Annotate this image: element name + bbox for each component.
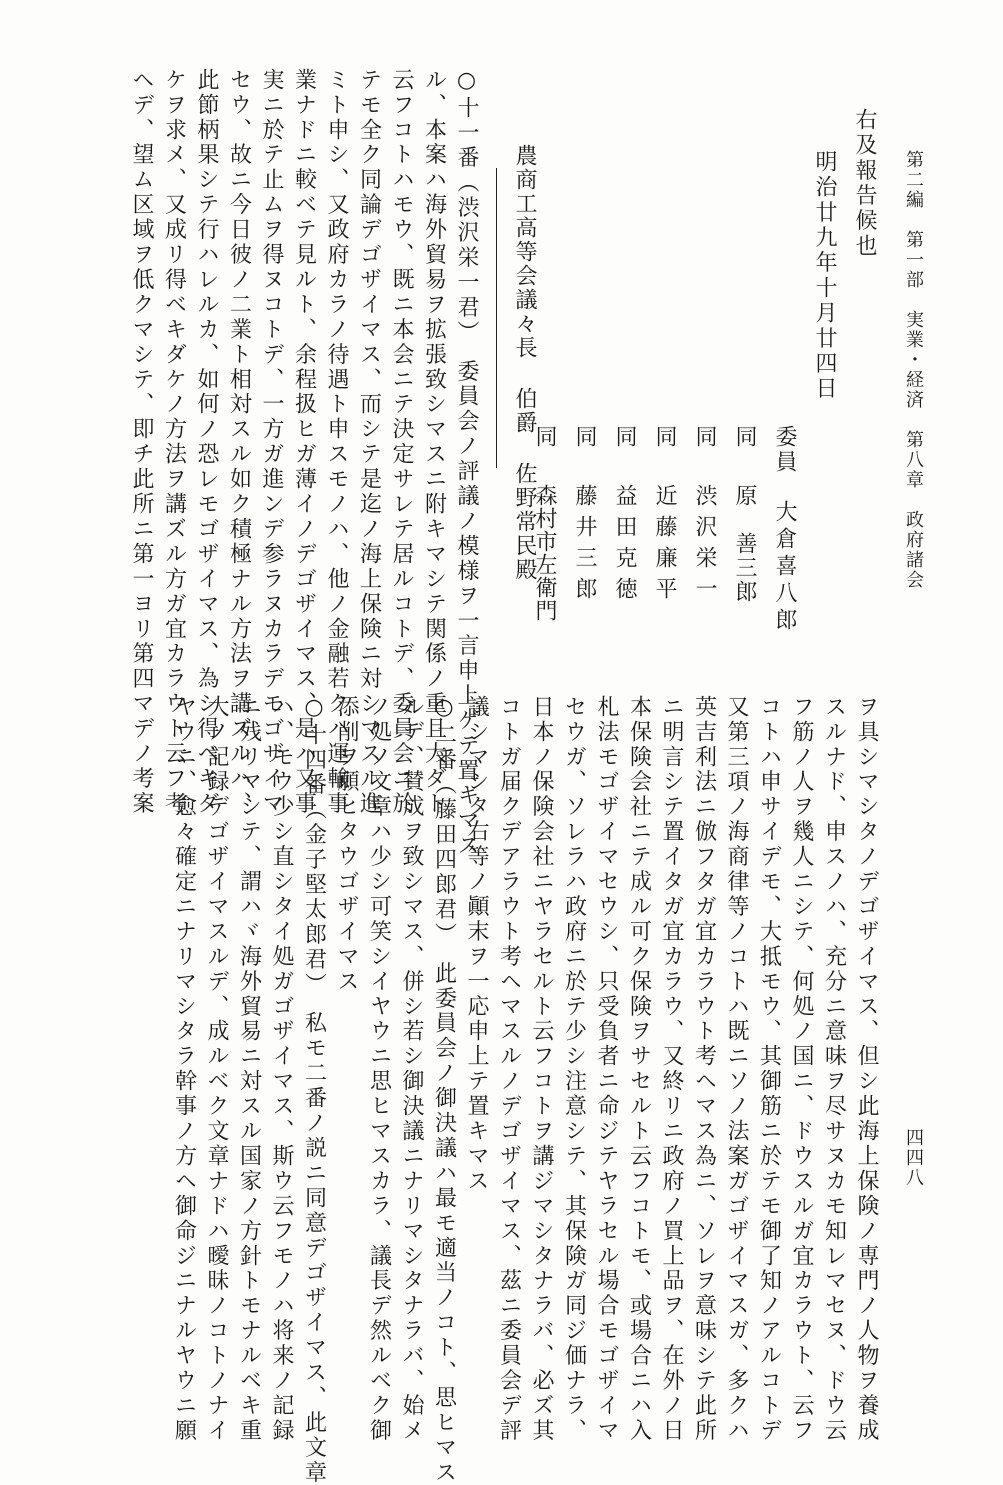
text-line: ルデ、賛成ヲ致シマス、併シ若シ御決議ニナリマシタナラバ、始メ [399, 695, 424, 1444]
report-closing: 右及報告候也 [852, 108, 877, 260]
text-line: 札法モゴザイマセウシ、只受負者ニ命ジテヤラセル場合モゴザイマ [594, 695, 619, 1444]
committee-name: 益田克徳 [612, 484, 637, 608]
text-line: ミト申シ、又政府カラノ待遇ト申スモノハ、他ノ金融若クハ運輸事 [324, 68, 349, 817]
committee-name: 大倉喜八郎 [772, 500, 797, 635]
text-line: 英吉利法ニ倣フタガ宜カラウト考ヘマス為ニ、ソレヲ意味シテ此所 [691, 695, 717, 1444]
text-line: スルナド、申スノハ、充分ニ意味ヲ尽サヌカモ知レマセヌ、ドウ云 [821, 695, 847, 1444]
text-line: コトガ届クデアラウト考ヘマスルノデゴザイマス、茲ニ委員会デ評 [496, 695, 522, 1444]
text-line: 本保険会社ニテ成ル可ク保険ヲサセルト云フコトモ、或場合ニハ入 [626, 695, 652, 1444]
committee-name: 近藤廉平 [652, 484, 677, 608]
text-line: 議シマシタ右等ノ顚末ヲ一応申上テ置キマス [464, 695, 489, 1194]
text-line: 日本ノ保険会社ニヤラセルト云フコトヲ講ジマシタナラバ、必ズ其 [529, 695, 554, 1444]
text-line: ヤウニ、愈々確定ニナリマシタラ幹事ノ方ヘ御命ジニナルヤウニ願 [171, 695, 197, 1444]
section-rule [496, 168, 497, 468]
text-line: ル、本案ハ海外貿易ヲ拡張致シマスニ附キマシテ関係ノ重且大ダト [421, 68, 447, 817]
addressee: 農商工高等会議々長 伯爵 佐野常民殿 [512, 144, 537, 582]
page-number: 四四八 [903, 1128, 924, 1188]
text-line: 業ナドニ較ベテ見ルト、余程扱ヒガ薄イノデゴザイマス、是ハ又事 [291, 68, 317, 817]
text-line: 大ノ記録デゴザイマスルデ、成ルベク文章ナドハ曖昧ノコトノナイ [204, 695, 229, 1444]
text-line: 又第三項ノ海商律等ノコトハ既ニソノ法案ガゴザイマスガ、多クハ [724, 695, 749, 1444]
committee-name: 藤井三郎 [572, 484, 597, 608]
committee-name: 原 善三郎 [732, 484, 757, 604]
text-line: ノ処ノ文章ハ少シ可笑シイヤウニ思ヒマスカラ、議長デ然ルベク御 [366, 695, 392, 1444]
text-line: 実ニ於テ止ムヲ得ヌコトデ、一方ガ進ンデ参ラヌカラデモゴザイマ [259, 68, 284, 817]
text-line: ニ明言シテ置イタガ宜カラウ、又終リニ政府ノ買上品ヲ、在外ノ日 [659, 695, 684, 1444]
committee-name: 森村市左衛門 [532, 484, 557, 622]
text-line: 云フコトハモウ、既ニ本会ニテ決定サレテ居ルコトデ、委員会ニ於 [389, 68, 414, 817]
text-line: ○十四番（金子堅太郎君） 私モ二番ノ説ニ同意デゴザイマス、此文章 [301, 695, 327, 1485]
text-line: ケヲ求メ、又成リ得ベキダケノ方法ヲ講ズル方ガ宜カラウト云フ考 [161, 68, 187, 817]
text-line: ハ、モウ少シ直シタイ処ガゴザイマス、斯ウ云フモノハ将来ノ記録 [269, 695, 294, 1444]
committee-role: 同 [732, 425, 757, 451]
text-line: セウ、故ニ今日彼ノ二業ト相対スル如ク積極ナル方法ヲ講ズルハ、 [226, 68, 252, 817]
report-date: 明治廿九年十月廿四日 [812, 150, 837, 402]
text-line: フ筋ノ人ヲ幾人ニシテ、何処ノ国ニ、ドウスルガ宜カラウト、云フ [789, 695, 814, 1444]
text-line: セウガ、ソレラハ政府ニ於テ少シ注意シテ、其保険ガ同ジ価ナラ、 [561, 695, 587, 1444]
committee-role: 同 [652, 425, 677, 451]
committee-role: 同 [692, 425, 717, 451]
text-line: ○二番（藤田四郎君） 此委員会ノ御決議ハ最モ適当ノコト、思ヒマス [431, 695, 457, 1485]
committee-role: 委員 [772, 425, 797, 476]
text-line: コトハ申サイデモ、大抵モウ、其御筋ニ於テモ御了知ノアルコトデ [756, 695, 782, 1444]
running-header: 第二編 第一部 実業・経済 第八章 政府諸会 [903, 150, 924, 590]
committee-name: 渋沢栄一 [692, 484, 717, 608]
text-line: 添削ヲ願ヒタウゴザイマス [334, 695, 359, 995]
text-line: ○十一番（渋沢栄一君） 委員会ノ評議ノ模様ヲ一言申上ゲテ置キマス [454, 68, 479, 859]
committee-role: 同 [612, 425, 637, 451]
text-line: テモ全ク同論デゴザイマス、而シテ是迄ノ海上保険ニ対シマスル進 [356, 68, 382, 817]
bottom-body-text [82, 695, 882, 1485]
committee-role: 同 [572, 425, 597, 451]
text-line: ヲ具シマシタノデゴザイマス、但シ此海上保険ノ専門ノ人物ヲ養成 [854, 695, 879, 1444]
text-line: 此節柄果シテ行ハレルカ、如何ノ恐レモゴザイマス、為シ得ベキダ [194, 68, 219, 817]
committee-role: 同 [532, 425, 557, 451]
text-line: ヘデ、望ム区域ヲ低クマシテ、即チ此所ニ第一ヨリ第四マデノ考案 [129, 68, 154, 817]
text-line: ニ残リマシテ、謂ハヾ海外貿易ニ対スル国家ノ方針トモナルベキ重 [236, 695, 262, 1444]
